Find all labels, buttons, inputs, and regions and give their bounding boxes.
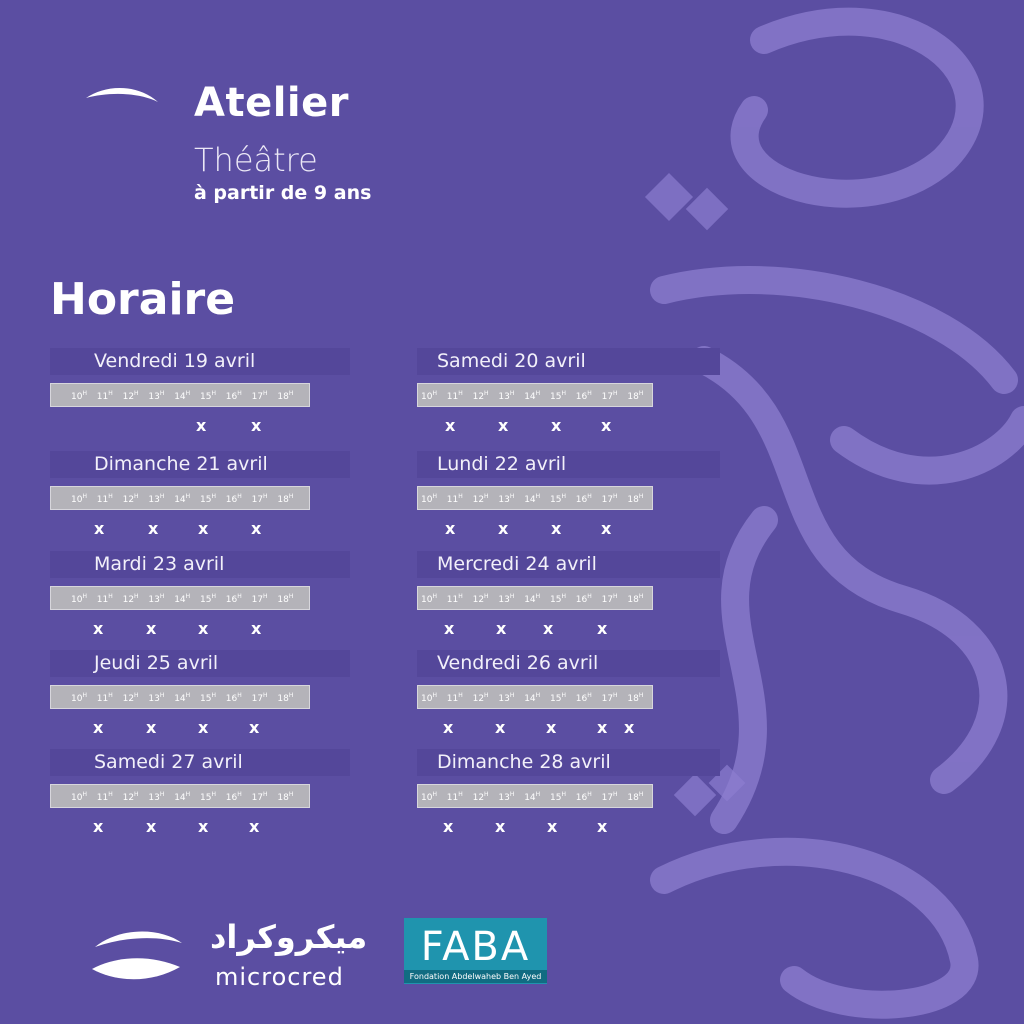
hour-label: $13^H$ [148,390,165,402]
hour-label: $11^H$ [446,390,463,402]
microcred-arabic-logo: ميكروكراد [210,918,368,956]
session-mark: x [601,416,612,435]
hour-label: $17^H$ [251,791,268,803]
session-mark: x [148,519,159,538]
hour-label: $14^H$ [524,390,541,402]
hour-label: $12^H$ [122,493,139,505]
hour-label: $15^H$ [200,593,216,605]
hour-label: $11^H$ [96,692,113,704]
hour-label: $18^H$ [627,692,644,704]
hour-label: $13^H$ [148,791,165,803]
hour-label: $15^H$ [550,791,566,803]
hour-label: $12^H$ [472,390,489,402]
session-mark: x [146,619,157,638]
session-mark: x [597,718,608,737]
hour-label: $15^H$ [200,493,216,505]
hour-label: $10^H$ [421,593,437,605]
hour-label: $18^H$ [277,493,294,505]
hour-label: $13^H$ [498,593,515,605]
session-mark: x [547,817,558,836]
session-mark: x [601,519,612,538]
hour-label: $15^H$ [550,493,566,505]
hour-label: $10^H$ [421,791,437,803]
day-label: Jeudi 25 avril [50,650,350,677]
hour-label: $17^H$ [601,692,618,704]
day-block [50,348,396,448]
hour-label: $17^H$ [251,692,268,704]
session-mark: x [546,718,557,737]
hour-label: $14^H$ [524,593,541,605]
hour-label: $18^H$ [277,791,294,803]
hours-bar [417,586,653,610]
hour-label: $11^H$ [446,692,463,704]
hours-bar [50,586,310,610]
session-mark: x [597,817,608,836]
session-mark: x [94,519,105,538]
session-mark: x [495,718,506,737]
hour-label: $13^H$ [148,692,165,704]
hour-label: $11^H$ [446,493,463,505]
hour-label: $15^H$ [200,791,216,803]
session-mark: x [198,817,209,836]
hour-label: $18^H$ [627,390,644,402]
hour-label: $11^H$ [96,493,113,505]
hour-label: $10^H$ [71,493,87,505]
hour-label: $16^H$ [225,791,242,803]
session-mark: x [196,416,207,435]
hour-label: $17^H$ [251,493,268,505]
session-mark: x [551,519,562,538]
hour-label: $14^H$ [174,390,191,402]
hour-label: $16^H$ [575,390,592,402]
hours-bar [50,784,310,808]
hour-label: $15^H$ [550,593,566,605]
session-mark: x [445,519,456,538]
hour-label: $12^H$ [472,791,489,803]
session-mark: x [198,519,209,538]
hour-label: $10^H$ [421,493,437,505]
hour-label: $13^H$ [148,493,165,505]
session-mark: x [93,619,104,638]
hours-bar [50,383,310,407]
hours-bar [50,486,310,510]
hour-label: $14^H$ [174,593,191,605]
hour-label: $16^H$ [575,692,592,704]
hour-label: $14^H$ [524,791,541,803]
hour-label: $10^H$ [71,390,87,402]
session-mark: x [624,718,635,737]
hour-label: $10^H$ [71,593,87,605]
page-title: Atelier [194,80,349,126]
hour-label: $16^H$ [225,390,242,402]
session-mark: x [251,416,262,435]
age-note: à partir de 9 ans [194,182,372,204]
session-mark: x [249,817,260,836]
session-mark: x [551,416,562,435]
session-mark: x [146,817,157,836]
hour-label: $13^H$ [148,593,165,605]
hour-label: $13^H$ [498,390,515,402]
session-mark: x [93,817,104,836]
day-label: Lundi 22 avril [417,451,720,478]
hour-label: $14^H$ [174,692,191,704]
hour-label: $12^H$ [122,390,139,402]
hour-label: $12^H$ [472,692,489,704]
session-mark: x [198,619,209,638]
hour-label: $11^H$ [446,593,463,605]
hour-label: $16^H$ [575,593,592,605]
page-subtitle: Théâtre [194,141,318,179]
day-label: Dimanche 21 avril [50,451,350,478]
section-title: Horaire [50,274,236,325]
hour-label: $11^H$ [96,390,113,402]
hour-label: $15^H$ [550,390,566,402]
hours-bar [417,383,653,407]
hour-label: $17^H$ [601,493,618,505]
day-block [417,749,763,849]
hour-label: $14^H$ [174,791,191,803]
session-mark: x [249,718,260,737]
hour-label: $16^H$ [225,593,242,605]
session-mark: x [146,718,157,737]
hours-bar [50,685,310,709]
hour-label: $18^H$ [627,791,644,803]
hour-label: $13^H$ [498,493,515,505]
hour-label: $15^H$ [200,390,216,402]
hour-label: $13^H$ [498,791,515,803]
session-mark: x [597,619,608,638]
hours-bar [417,685,653,709]
session-mark: x [445,416,456,435]
session-mark: x [498,519,509,538]
session-mark: x [443,817,454,836]
faba-logo-text: FABA [420,924,531,970]
day-label: Vendredi 19 avril [50,348,350,375]
hour-label: $18^H$ [277,692,294,704]
session-mark: x [251,619,262,638]
hour-label: $14^H$ [174,493,191,505]
day-block [50,451,396,551]
hour-label: $10^H$ [71,791,87,803]
day-block [417,650,763,750]
day-label: Mardi 23 avril [50,551,350,578]
hour-label: $17^H$ [601,791,618,803]
day-block [417,551,763,651]
hour-label: $16^H$ [225,692,242,704]
hour-label: $18^H$ [277,390,294,402]
day-block [50,749,396,849]
session-mark: x [93,718,104,737]
hour-label: $17^H$ [251,593,268,605]
day-label: Samedi 27 avril [50,749,350,776]
hour-label: $11^H$ [446,791,463,803]
session-mark: x [495,817,506,836]
hour-label: $18^H$ [627,493,644,505]
hour-label: $12^H$ [122,692,139,704]
hours-bar [417,486,653,510]
microcred-latin-logo: microcred [215,963,344,991]
session-mark: x [443,718,454,737]
day-label: Mercredi 24 avril [417,551,720,578]
hour-label: $18^H$ [277,593,294,605]
faba-logo-caption: Fondation Abdelwaheb Ben Ayed [404,970,547,983]
faba-logo [404,918,547,984]
session-mark: x [444,619,455,638]
day-block [417,451,763,551]
hour-label: $18^H$ [627,593,644,605]
session-mark: x [251,519,262,538]
hour-label: $11^H$ [96,791,113,803]
brand-swoosh-icon [84,82,160,108]
day-label: Dimanche 28 avril [417,749,720,776]
microcred-logo-icon [90,925,185,985]
day-block [50,650,396,750]
hour-label: $10^H$ [421,390,437,402]
hour-label: $14^H$ [524,493,541,505]
hour-label: $12^H$ [472,593,489,605]
day-block [417,348,763,448]
day-label: Samedi 20 avril [417,348,720,375]
hour-label: $15^H$ [200,692,216,704]
day-label: Vendredi 26 avril [417,650,720,677]
hour-label: $13^H$ [498,692,515,704]
hour-label: $10^H$ [421,692,437,704]
hour-label: $14^H$ [524,692,541,704]
hour-label: $17^H$ [251,390,268,402]
hour-label: $12^H$ [122,593,139,605]
hour-label: $17^H$ [601,593,618,605]
hour-label: $12^H$ [472,493,489,505]
hour-label: $16^H$ [575,493,592,505]
session-mark: x [496,619,507,638]
hour-label: $16^H$ [225,493,242,505]
session-mark: x [543,619,554,638]
hour-label: $11^H$ [96,593,113,605]
hour-label: $16^H$ [575,791,592,803]
session-mark: x [198,718,209,737]
hour-label: $17^H$ [601,390,618,402]
hours-bar [417,784,653,808]
hour-label: $10^H$ [71,692,87,704]
session-mark: x [498,416,509,435]
hour-label: $15^H$ [550,692,566,704]
day-block [50,551,396,651]
hour-label: $12^H$ [122,791,139,803]
